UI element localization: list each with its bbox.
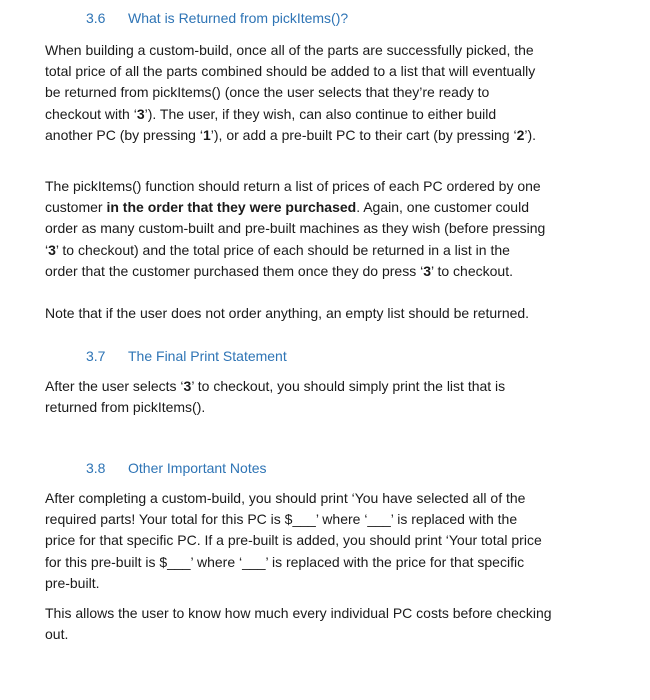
text-fragment: ’). — [524, 126, 537, 143]
section-title: The Final Print Statement — [128, 348, 287, 364]
section-title: What is Returned from pickItems()? — [128, 10, 349, 26]
text-line — [45, 104, 605, 125]
paragraph-returned-prices — [45, 40, 605, 146]
text-line: When building a custom-build, once all of the parts are successfully picked, the — [45, 42, 534, 58]
text-fragment: ’), or add a pre-built PC to their cart (by pressing ‘ — [210, 126, 517, 143]
text-fragment: another PC (by pressing ‘ — [45, 126, 203, 143]
text-line: After completing a custom-build, you should print ‘You have selected all of the — [45, 490, 526, 506]
text-line: returned from pickItems(). — [45, 399, 206, 416]
text-fragment: ’ to checkout, you should simply print the list that is — [191, 378, 506, 394]
paragraph-empty-list-note — [45, 303, 605, 324]
text-fragment: order that the customer purchased them once they do press ‘ — [45, 262, 424, 279]
text-line: order as many custom-built and pre-built machines as they wish (before pressing — [45, 220, 546, 237]
paragraph-print-messages — [45, 488, 605, 594]
text-fragment: ‘ — [45, 241, 49, 258]
text-fragment: After the user selects ‘ — [45, 378, 184, 394]
section-number: 3.6 — [86, 10, 106, 26]
text-line: be returned from pickItems() (once the user selects that they’re ready to — [45, 84, 490, 101]
text-line: The pickItems() function should return a list of prices of each PC ordered by one — [45, 178, 541, 194]
text-line: Note that if the user does not order anything, an empty list should be returned. — [45, 305, 530, 321]
section-number: 3.7 — [86, 348, 106, 364]
text-fragment: customer — [45, 199, 107, 216]
text-fragment: ’ to checkout. — [431, 262, 513, 279]
text-line: for this pre-built is $___’ where ‘___’ is replaced with the price for that specific — [45, 553, 525, 570]
section-number: 3.8 — [86, 460, 106, 476]
text-line: total price of all the parts combined should be added to a list that will eventually — [45, 63, 536, 80]
emphasis-bold: in the order that they were purchased — [106, 199, 357, 216]
text-line: required parts! Your total for this PC is $___’ where ‘___’ is replaced with the — [45, 511, 518, 528]
key-3-bold: 3 — [48, 241, 56, 258]
text-fragment: ’). The user, if they wish, can also continue to either build — [144, 105, 497, 122]
text-line — [45, 376, 605, 397]
paragraph-final-print — [45, 376, 605, 418]
section-3-6-heading — [86, 10, 348, 26]
text-line: pre-built. — [45, 574, 100, 591]
text-fragment: . Again, one customer could — [356, 199, 529, 216]
text-line — [45, 125, 605, 146]
section-3-8-heading — [86, 460, 267, 476]
text-line — [45, 240, 605, 261]
text-line — [45, 197, 605, 218]
key-3-bold: 3 — [136, 105, 145, 122]
key-1-bold: 1 — [202, 126, 211, 143]
text-line: out. — [45, 626, 69, 643]
text-line — [45, 261, 605, 282]
key-3-bold: 3 — [423, 262, 432, 279]
key-2-bold: 2 — [516, 126, 525, 143]
text-line: price for that specific PC. If a pre-built is added, you should print ‘Your total price — [45, 532, 542, 549]
section-title: Other Important Notes — [128, 460, 267, 476]
paragraph-individual-costs — [45, 603, 605, 645]
text-fragment: ’ to checkout) and the total price of each should be returned in a list in the — [55, 241, 510, 258]
text-fragment: checkout with ‘ — [45, 105, 137, 122]
paragraph-list-of-prices — [45, 176, 605, 282]
key-3-bold: 3 — [183, 378, 192, 394]
text-line: This allows the user to know how much every individual PC costs before checking — [45, 605, 552, 621]
section-3-7-heading — [86, 348, 287, 364]
